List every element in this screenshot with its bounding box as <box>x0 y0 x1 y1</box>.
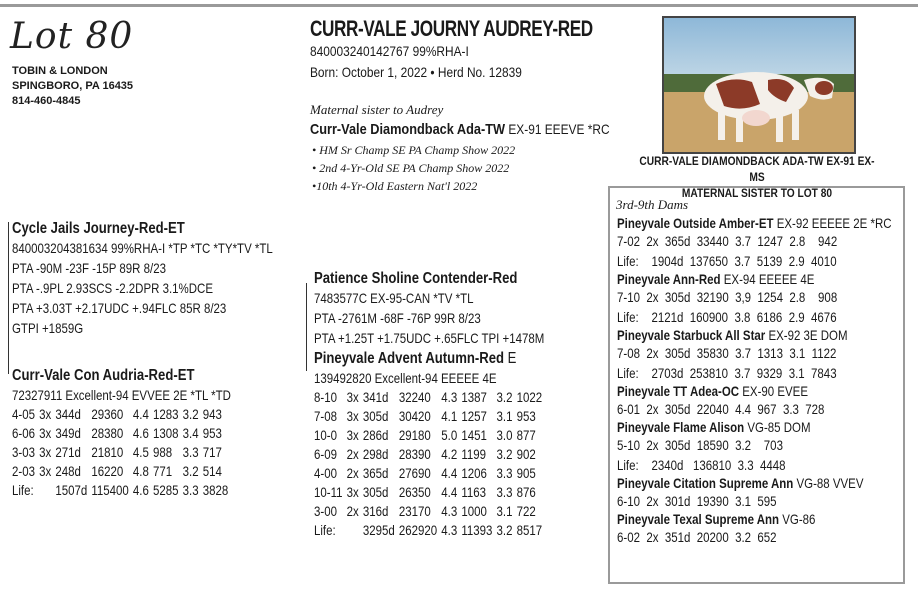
record-cell: 349d <box>55 425 81 441</box>
record-cell: 905 <box>516 465 536 481</box>
record-cell: 3.2 <box>182 463 199 479</box>
sire-bracket <box>8 222 9 374</box>
record-cell: 1308 <box>152 425 179 441</box>
record-cell: 3-00 <box>314 503 337 519</box>
gdam-section <box>314 350 597 540</box>
record-cell: 771 <box>152 463 173 479</box>
dam-entry-record: 7-10 2x 305d 32190 3,9 1254 2.8 908 <box>617 289 838 305</box>
record-cell: 365d <box>362 465 389 481</box>
owner-info <box>12 64 133 109</box>
dam-entry-name <box>617 419 892 435</box>
record-cell: 3x <box>346 389 359 405</box>
record-cell: 5285 <box>152 482 179 498</box>
dams-list <box>617 215 918 547</box>
record-row <box>314 407 546 426</box>
record-cell: 2x <box>346 503 359 519</box>
record-cell: 953 <box>516 408 536 424</box>
record-cell: 298d <box>362 446 389 462</box>
dam-entry-title: Pineyvale Flame Alison <box>617 419 748 435</box>
record-cell: 6-09 <box>314 446 337 462</box>
record-cell: 4-05 <box>12 406 35 422</box>
record-cell: 1163 <box>461 484 487 500</box>
dam-entry-name <box>617 271 892 287</box>
top-rule <box>0 4 918 7</box>
record-cell: 1387 <box>461 389 487 405</box>
dam-entry-record: 6-02 2x 351d 20200 3.2 652 <box>617 529 777 545</box>
dam-entry-record: 5-10 2x 305d 18590 3.2 703 <box>617 437 783 453</box>
record-cell: 1022 <box>516 389 543 405</box>
record-row <box>12 462 232 481</box>
record-cell: 2x <box>346 465 359 481</box>
caption-line2: MATERNAL SISTER TO LOT 80 <box>681 186 833 200</box>
record-cell: 3x <box>39 406 52 422</box>
record-cell: 10-0 <box>314 427 337 443</box>
sire-line: PTA +3.03T +2.17UDC +.94FLC 85R 8/23 <box>12 300 227 316</box>
dam-entry-score: VG-86 <box>782 511 816 527</box>
record-row <box>314 388 546 407</box>
record-cell: 4-00 <box>314 465 337 481</box>
record-cell: 1199 <box>461 446 487 462</box>
record-cell: 4.6 <box>132 425 149 441</box>
record-cell: 3-03 <box>12 444 35 460</box>
dam-entry-record: Life: 2703d 253810 3.7 9329 3.1 7843 <box>617 365 837 381</box>
record-cell: 3.3 <box>496 484 513 500</box>
sire-section <box>12 220 330 338</box>
maternal-name: Curr-Vale Diamondback Ada-TW <box>310 121 506 138</box>
record-cell: 3.3 <box>182 482 199 498</box>
record-cell: 3x <box>39 463 52 479</box>
mgs-name: Patience Sholine Contender-Red <box>314 270 518 287</box>
record-cell: 4.8 <box>132 463 149 479</box>
maternal-score: EX-91 EEEVE *RC <box>508 121 610 137</box>
record-cell: 3.2 <box>496 522 513 538</box>
record-row <box>314 426 546 445</box>
record-cell: Life: <box>12 482 34 498</box>
dam-entry-title: Pineyvale Ann-Red <box>617 271 724 287</box>
sire-line: PTA -90M -23F -15P 89R 8/23 <box>12 260 166 276</box>
dams-heading: 3rd-9th Dams <box>616 197 689 212</box>
record-cell: 2x <box>346 446 359 462</box>
record-cell: 4.1 <box>441 408 458 424</box>
dam-records-table <box>12 405 232 500</box>
owner-city: SPINGBORO, PA 16435 <box>12 80 134 92</box>
sire-line: PTA -.9PL 2.93SCS -2.2DPR 3.1%DCE <box>12 280 213 296</box>
record-cell: 1257 <box>461 408 487 424</box>
record-cell: 4.4 <box>441 484 458 500</box>
record-cell: 10-11 <box>314 484 343 500</box>
record-cell: 248d <box>55 463 81 479</box>
dam-entry-score: EX-92 EEEEE 2E *RC <box>776 215 892 231</box>
record-cell: 3.0 <box>496 427 513 443</box>
caption-line1: CURR-VALE DIAMONDBACK ADA-TW EX-91 EX-MS <box>639 154 875 184</box>
record-cell: Life: <box>314 522 336 538</box>
record-cell: 286d <box>362 427 389 443</box>
record-cell: 16220 <box>91 463 124 479</box>
record-cell: 4.2 <box>441 446 458 462</box>
record-cell: 115400 <box>91 482 129 498</box>
sire-line: 840003204381634 99%RHA-I *TP *TC *TY*TV *TL <box>12 240 273 256</box>
record-cell: 3x <box>39 444 52 460</box>
record-cell: 29360 <box>91 406 124 422</box>
record-cell: 262920 <box>398 522 438 538</box>
record-cell: 4.3 <box>441 389 458 405</box>
record-cell: 514 <box>202 463 222 479</box>
dam-entry-name <box>617 383 892 399</box>
record-cell: 271d <box>55 444 81 460</box>
record-cell: 953 <box>202 425 222 441</box>
record-cell: 943 <box>202 406 222 422</box>
gdam-records-table <box>314 388 546 540</box>
mgs-section <box>314 270 595 348</box>
achievement-item: •10th 4-Yr-Old Eastern Nat'l 2022 <box>312 179 478 193</box>
dam-entry-name <box>617 511 892 527</box>
record-cell: 3.4 <box>182 425 199 441</box>
record-row <box>314 483 546 502</box>
dam-entry-record: 7-08 2x 305d 35830 3.7 1313 3.1 1122 <box>617 345 837 361</box>
record-cell: 3x <box>346 427 359 443</box>
record-cell: 3.2 <box>496 389 513 405</box>
record-cell: 877 <box>516 427 536 443</box>
gdam-heading <box>314 350 546 368</box>
record-cell: 1000 <box>461 503 487 519</box>
record-cell: 4.4 <box>441 465 458 481</box>
dam-entry-record: 6-10 2x 301d 19390 3.1 595 <box>617 493 777 509</box>
record-row <box>314 445 546 464</box>
record-cell: 2-03 <box>12 463 35 479</box>
record-cell: 316d <box>362 503 389 519</box>
record-row <box>314 521 546 540</box>
dam-entry-title: Pineyvale TT Adea-OC <box>617 383 743 399</box>
record-cell: 3.2 <box>182 406 199 422</box>
record-cell: 3.2 <box>496 446 513 462</box>
record-cell: 344d <box>55 406 81 422</box>
record-cell: 717 <box>202 444 222 460</box>
record-cell: 7-08 <box>314 408 337 424</box>
record-row <box>12 405 232 424</box>
record-cell: 28380 <box>91 425 124 441</box>
dam-entry-score: VG-88 VVEV <box>796 475 864 491</box>
record-cell: 902 <box>516 446 536 462</box>
maternal-note: Maternal sister to Audrey <box>310 102 444 117</box>
record-cell: 3.3 <box>182 444 199 460</box>
dam-line: 72327911 Excellent-94 EVVEE 2E *TL *TD <box>12 387 231 403</box>
record-row <box>12 481 232 500</box>
record-cell: 988 <box>152 444 173 460</box>
record-cell: 1507d <box>55 482 88 498</box>
record-cell: 4.3 <box>441 503 458 519</box>
record-cell: 11393 <box>461 522 493 538</box>
dam-entry-title: Pineyvale Starbuck All Star <box>617 327 769 343</box>
dam-entry-score: VG-85 DOM <box>747 419 811 435</box>
dam-entry-name <box>617 327 892 343</box>
record-cell: 23170 <box>398 503 431 519</box>
sire-line: GTPI +1859G <box>12 320 84 336</box>
dam-entry-name <box>617 215 892 231</box>
record-cell: 4.5 <box>132 444 149 460</box>
animal-born-line: Born: October 1, 2022 • Herd No. 12839 <box>310 64 522 80</box>
record-cell: 3x <box>39 425 52 441</box>
record-row <box>314 464 546 483</box>
record-cell: 3x <box>346 484 359 500</box>
record-cell: 3.1 <box>496 408 513 424</box>
sire-name: Cycle Jails Journey-Red-ET <box>12 220 185 237</box>
record-cell: 1206 <box>461 465 487 481</box>
owner-phone: 814-460-4845 <box>12 95 81 107</box>
record-cell: 3828 <box>202 482 229 498</box>
record-row <box>12 443 232 462</box>
record-cell: 28390 <box>398 446 431 462</box>
record-cell: 8-10 <box>314 389 337 405</box>
mgs-line: PTA +1.25T +1.75UDC +.65FLC TPI +1478M <box>314 330 545 346</box>
record-cell: 8517 <box>516 522 543 538</box>
record-cell: 32240 <box>398 389 431 405</box>
cow-photo <box>662 16 856 154</box>
dam-entry-title: Pineyvale Citation Supreme Ann <box>617 475 797 491</box>
record-cell: 27690 <box>398 465 431 481</box>
dam-entry-score: EX-92 3E DOM <box>768 327 848 343</box>
mgs-line: PTA -2761M -68F -76P 99R 8/23 <box>314 310 481 326</box>
record-cell: 876 <box>516 484 536 500</box>
record-cell <box>347 521 363 540</box>
gdam-suffix: E <box>507 350 517 367</box>
record-cell: 29180 <box>398 427 431 443</box>
maternal-sister <box>310 121 610 138</box>
cow-image <box>664 18 854 152</box>
record-cell: 4.6 <box>132 482 149 498</box>
lot-label: Lot 80 <box>10 16 134 57</box>
record-cell <box>39 481 55 500</box>
achievement-item: • HM Sr Champ SE PA Champ Show 2022 <box>312 143 516 157</box>
record-cell: 1451 <box>461 427 487 443</box>
dam-entry-score: EX-94 EEEEE 4E <box>723 271 815 287</box>
dam-entry-record: Life: 2340d 136810 3.3 4448 <box>617 457 786 473</box>
animal-name: CURR-VALE JOURNY AUDREY-RED <box>310 16 593 41</box>
mgs-bracket <box>306 283 307 371</box>
record-cell: 3.3 <box>496 465 513 481</box>
dam-entry-record: 7-02 2x 365d 33440 3.7 1247 2.8 942 <box>617 233 838 249</box>
record-cell: 3.1 <box>496 503 513 519</box>
dam-entry-score: EX-90 EVEE <box>742 383 808 399</box>
dam-section <box>12 367 281 500</box>
record-cell: 305d <box>362 484 389 500</box>
record-cell: 305d <box>362 408 389 424</box>
dam-entry-title: Pineyvale Texal Supreme Ann <box>617 511 783 527</box>
record-cell: 26350 <box>398 484 431 500</box>
achievements-list <box>312 141 515 195</box>
record-row <box>314 502 546 521</box>
record-cell: 4.3 <box>441 522 458 538</box>
record-cell: 5.0 <box>441 427 458 443</box>
dam-entry-record: Life: 2121d 160900 3.8 6186 2.9 4676 <box>617 309 837 325</box>
gdam-name: Pineyvale Advent Autumn-Red <box>314 350 505 367</box>
record-cell: 3295d <box>362 522 395 538</box>
animal-reg <box>310 41 522 83</box>
record-row <box>12 424 232 443</box>
dam-entry-name <box>617 475 892 491</box>
record-cell: 722 <box>516 503 536 519</box>
record-cell: 30420 <box>398 408 431 424</box>
record-cell: 21810 <box>91 444 124 460</box>
gdam-line: 139492820 Excellent-94 EEEEE 4E <box>314 370 497 386</box>
owner-name: TOBIN & LONDON <box>12 65 108 77</box>
record-cell: 6-06 <box>12 425 35 441</box>
achievement-item: • 2nd 4-Yr-Old SE PA Champ Show 2022 <box>312 161 510 175</box>
record-cell: 4.4 <box>132 406 149 422</box>
record-cell: 1283 <box>152 406 179 422</box>
record-cell: 3x <box>346 408 359 424</box>
dam-entry-record: 6-01 2x 305d 22040 4.4 967 3.3 728 <box>617 401 825 417</box>
dam-entry-title: Pineyvale Outside Amber-ET <box>617 215 777 231</box>
mgs-line: 7483577C EX-95-CAN *TV *TL <box>314 290 474 306</box>
dam-entry-record: Life: 1904d 137650 3.7 5139 2.9 4010 <box>617 253 837 269</box>
animal-reg-line: 840003240142767 99%RHA-I <box>310 43 469 59</box>
record-cell: 341d <box>362 389 389 405</box>
dam-name: Curr-Vale Con Audria-Red-ET <box>12 367 195 384</box>
